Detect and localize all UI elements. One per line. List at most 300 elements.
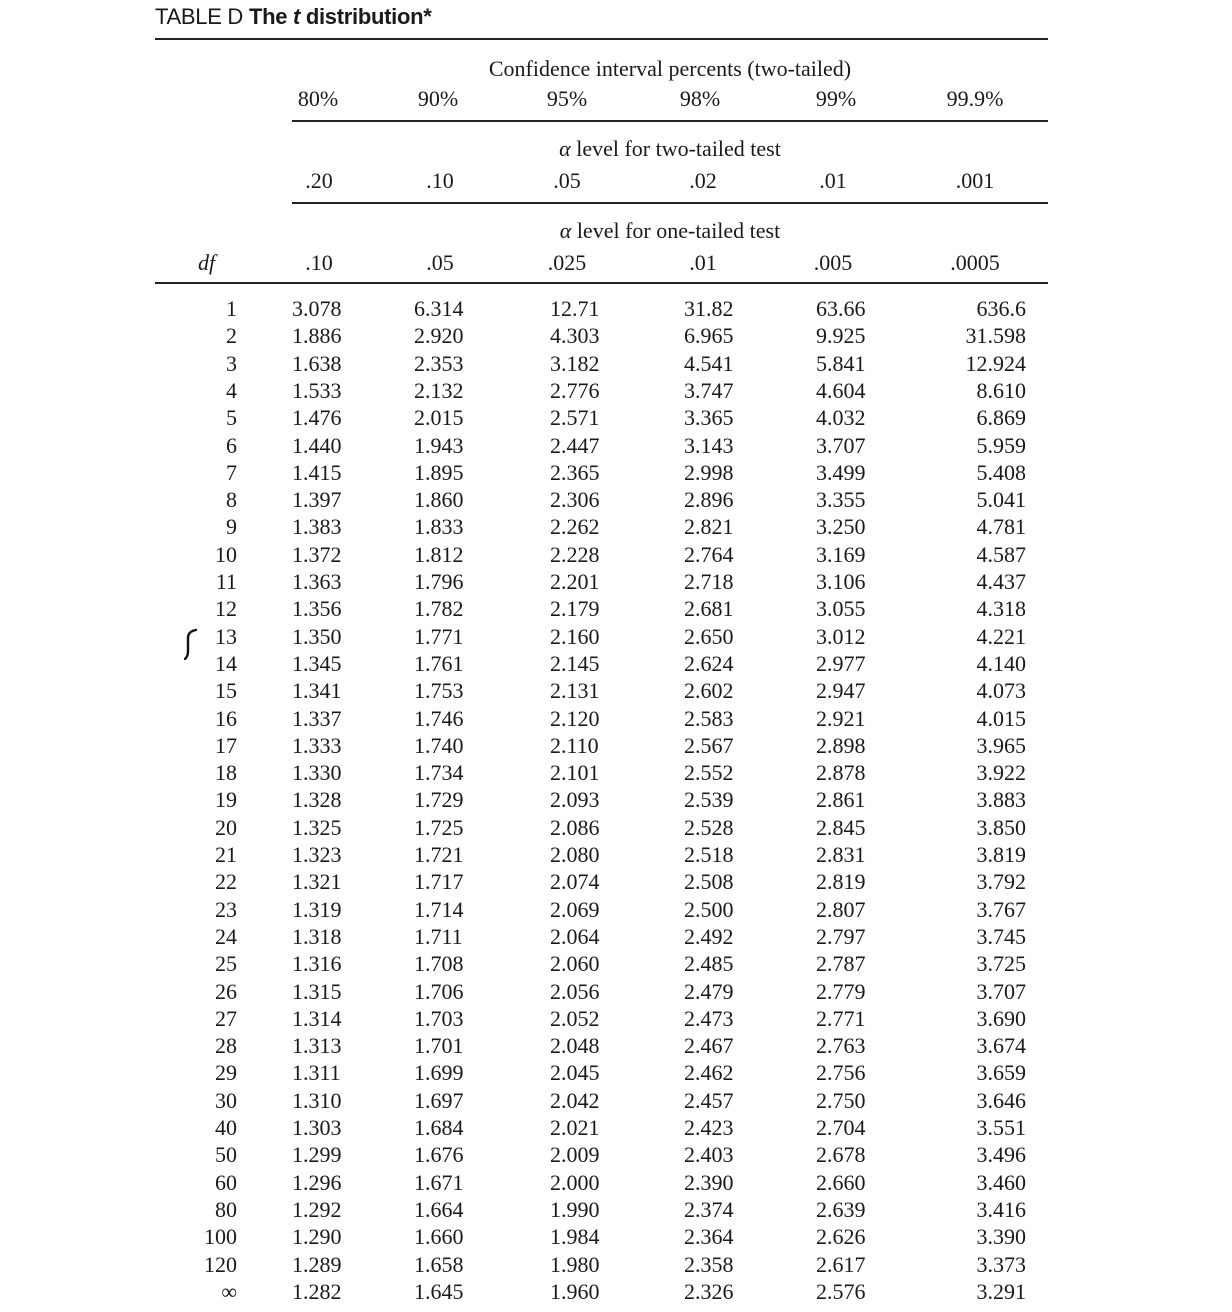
value-cell: 2.861	[816, 787, 866, 813]
value-cell: 2.473	[684, 1005, 734, 1031]
value-cell: 2.365	[550, 459, 600, 485]
value-cell: 3.747	[684, 377, 734, 403]
value-cell: 2.201	[550, 569, 600, 594]
value-cell: 1.316	[292, 951, 342, 977]
confidence-header-4: 99%	[815, 86, 857, 111]
value-cell: 3.012	[816, 623, 866, 649]
value-cell: 3.373	[976, 1251, 1026, 1277]
value-cell: 1.314	[292, 1005, 342, 1031]
value-cell: 2.462	[684, 1060, 734, 1086]
table-row	[0, 378, 1232, 405]
value-cell: 1.714	[414, 896, 464, 922]
value-cell: 2.552	[684, 760, 734, 786]
value-cell: 1.895	[414, 459, 464, 485]
value-cell: 1.296	[292, 1169, 342, 1195]
value-cell: 1.701	[414, 1033, 464, 1059]
value-cell: 1.299	[292, 1142, 342, 1168]
two-tailed-header-0: .20	[305, 168, 333, 193]
value-cell: 2.639	[816, 1196, 866, 1222]
df-cell: 10	[215, 541, 237, 567]
table-row	[0, 514, 1232, 541]
value-cell: 1.658	[414, 1251, 464, 1277]
value-cell: 1.310	[292, 1087, 342, 1113]
value-cell: 3.674	[976, 1033, 1026, 1059]
value-cell: 1.341	[292, 678, 342, 704]
value-cell: 1.333	[292, 732, 342, 758]
value-cell: 4.781	[976, 514, 1026, 540]
df-cell: ∞	[221, 1278, 237, 1304]
value-cell: 1.440	[292, 432, 342, 458]
table-row	[0, 760, 1232, 787]
value-cell: 3.250	[816, 514, 866, 540]
df-cell: 1	[226, 296, 237, 321]
value-cell: 3.922	[976, 760, 1026, 786]
value-cell: 1.311	[292, 1060, 341, 1086]
value-cell: 2.021	[550, 1115, 600, 1140]
value-cell: 2.567	[684, 732, 734, 758]
table-row	[0, 1252, 1232, 1279]
value-cell: 2.009	[550, 1142, 600, 1168]
table-row	[0, 706, 1232, 733]
confidence-rule	[292, 120, 1048, 122]
df-cell: 4	[226, 377, 237, 403]
table-row	[0, 951, 1232, 978]
value-cell: 4.140	[976, 650, 1026, 676]
value-cell: 2.845	[816, 814, 866, 840]
table-row	[0, 1142, 1232, 1169]
value-cell: 1.671	[414, 1169, 464, 1195]
value-cell: 1.638	[292, 350, 342, 376]
df-cell: 28	[215, 1033, 237, 1059]
value-cell: 3.416	[976, 1196, 1026, 1222]
value-cell: 2.821	[684, 514, 734, 540]
value-cell: 3.355	[816, 487, 866, 513]
value-cell: 4.073	[976, 678, 1026, 704]
value-cell: 3.390	[976, 1224, 1026, 1250]
value-cell: 3.792	[976, 869, 1026, 895]
value-cell: 2.528	[684, 814, 734, 840]
value-cell: 3.646	[976, 1087, 1026, 1113]
value-cell: 2.508	[684, 869, 734, 895]
table-row	[0, 1170, 1232, 1197]
table-row	[0, 1060, 1232, 1087]
value-cell: 12.71	[550, 296, 600, 321]
table-row	[0, 1033, 1232, 1060]
value-cell: 2.120	[550, 705, 600, 731]
table-row	[0, 842, 1232, 869]
table-row	[0, 460, 1232, 487]
value-cell: 1.282	[292, 1278, 342, 1304]
value-cell: 2.086	[550, 814, 600, 840]
value-cell: 4.437	[976, 569, 1026, 594]
value-cell: 1.740	[414, 732, 464, 758]
value-cell: 1.289	[292, 1251, 342, 1277]
value-cell: 1.796	[414, 569, 464, 594]
df-cell: 26	[215, 978, 237, 1004]
value-cell: 2.771	[816, 1005, 866, 1031]
table-row	[0, 815, 1232, 842]
value-cell: 2.467	[684, 1033, 734, 1059]
value-cell: 1.697	[414, 1087, 464, 1113]
value-cell: 2.423	[684, 1115, 734, 1140]
value-cell: 2.539	[684, 787, 734, 813]
value-cell: 2.797	[816, 923, 866, 949]
table-row	[0, 351, 1232, 378]
table-row	[0, 1224, 1232, 1251]
df-cell: 15	[215, 678, 237, 704]
two-tailed-header-2: .05	[553, 168, 581, 193]
value-cell: 2.074	[550, 869, 600, 895]
value-cell: 2.052	[550, 1005, 600, 1031]
value-cell: 4.303	[550, 323, 600, 349]
df-cell: 22	[215, 869, 237, 895]
handwritten-bracket-mark	[184, 628, 198, 660]
value-cell: 1.676	[414, 1142, 464, 1168]
value-cell: 3.182	[550, 350, 600, 376]
value-cell: 2.681	[684, 596, 734, 622]
value-cell: 1.345	[292, 650, 342, 676]
two-tailed-header-4: .01	[819, 168, 847, 193]
value-cell: 2.626	[816, 1224, 866, 1250]
value-cell: 1.771	[414, 623, 464, 649]
table-row	[0, 405, 1232, 432]
value-cell: 3.143	[684, 432, 734, 458]
value-cell: 1.717	[414, 869, 464, 895]
value-cell: 2.093	[550, 787, 600, 813]
value-cell: 1.746	[414, 705, 464, 731]
table-row	[0, 1279, 1232, 1306]
value-cell: 1.886	[292, 323, 342, 349]
value-cell: 4.221	[976, 623, 1026, 649]
value-cell: 2.896	[684, 487, 734, 513]
table-row	[0, 787, 1232, 814]
df-cell: 12	[215, 596, 237, 622]
value-cell: 2.045	[550, 1060, 600, 1086]
value-cell: 3.169	[816, 541, 866, 567]
value-cell: 3.707	[816, 432, 866, 458]
df-cell: 5	[226, 405, 237, 431]
value-cell: 4.541	[684, 350, 734, 376]
value-cell: 31.598	[965, 323, 1026, 349]
value-cell: 1.699	[414, 1060, 464, 1086]
table-row	[0, 1006, 1232, 1033]
table-row	[0, 733, 1232, 760]
value-cell: 2.403	[684, 1142, 734, 1168]
value-cell: 2.042	[550, 1087, 600, 1113]
one-tailed-header-3: .01	[689, 250, 717, 275]
df-cell: 20	[215, 814, 237, 840]
df-cell: 60	[215, 1169, 237, 1195]
confidence-header-0: 80%	[297, 86, 339, 111]
one-tailed-header-5: .0005	[950, 250, 1000, 275]
value-cell: 1.319	[292, 896, 342, 922]
value-cell: 1.703	[414, 1005, 464, 1031]
value-cell: 2.069	[550, 896, 600, 922]
df-cell: 25	[215, 951, 237, 977]
value-cell: 3.659	[976, 1060, 1026, 1086]
value-cell: 1.721	[414, 842, 464, 867]
value-cell: 3.690	[976, 1005, 1026, 1031]
value-cell: 2.447	[550, 432, 600, 458]
table-label: TABLE D	[155, 4, 243, 29]
table-row	[0, 569, 1232, 596]
value-cell: 3.725	[976, 951, 1026, 977]
value-cell: 2.650	[684, 623, 734, 649]
value-cell: 2.920	[414, 323, 464, 349]
df-cell: 7	[226, 459, 237, 485]
value-cell: 1.812	[414, 541, 464, 567]
value-cell: 1.725	[414, 814, 464, 840]
value-cell: 2.764	[684, 541, 734, 567]
one-tailed-header-4: .005	[813, 250, 853, 275]
value-cell: 1.729	[414, 787, 464, 813]
table-row	[0, 487, 1232, 514]
value-cell: 3.365	[684, 405, 734, 431]
table-title	[155, 4, 431, 30]
table-row	[0, 869, 1232, 896]
value-cell: 1.860	[414, 487, 464, 513]
df-cell: 14	[215, 650, 237, 676]
table-name: The t distribution*	[248, 4, 432, 29]
value-cell: 2.132	[414, 377, 464, 403]
value-cell: 2.624	[684, 650, 734, 676]
value-cell: 1.476	[292, 405, 342, 431]
table-row	[0, 296, 1232, 323]
value-cell: 6.965	[684, 323, 734, 349]
value-cell: 2.000	[550, 1169, 600, 1195]
value-cell: 2.787	[816, 951, 866, 977]
value-cell: 1.943	[414, 432, 464, 458]
two-tailed-rule	[292, 202, 1048, 204]
value-cell: 1.325	[292, 814, 342, 840]
df-cell: 100	[204, 1224, 237, 1250]
value-cell: 1.363	[292, 569, 342, 594]
df-cell: 9	[226, 514, 237, 540]
value-cell: 2.390	[684, 1169, 734, 1195]
value-cell: 1.356	[292, 596, 342, 622]
value-cell: 2.576	[816, 1278, 866, 1304]
value-cell: 2.763	[816, 1033, 866, 1059]
df-cell: 21	[215, 842, 237, 867]
table-row	[0, 542, 1232, 569]
one-tailed-header-0: .10	[305, 250, 333, 275]
value-cell: 2.179	[550, 596, 600, 622]
df-cell: 120	[204, 1251, 237, 1277]
value-cell: 1.708	[414, 951, 464, 977]
value-cell: 2.977	[816, 650, 866, 676]
df-cell: 11	[215, 569, 237, 594]
value-cell: 2.807	[816, 896, 866, 922]
value-cell: 2.583	[684, 705, 734, 731]
value-cell: 8.610	[976, 377, 1026, 403]
table-row	[0, 924, 1232, 951]
value-cell: 1.323	[292, 842, 342, 867]
df-cell: 18	[215, 760, 237, 786]
value-cell: 1.330	[292, 760, 342, 786]
value-cell: 2.776	[550, 377, 600, 403]
header-bottom-rule	[155, 282, 1048, 284]
table-row	[0, 897, 1232, 924]
value-cell: 3.460	[976, 1169, 1026, 1195]
value-cell: 2.660	[816, 1169, 866, 1195]
value-cell: 9.925	[816, 323, 866, 349]
df-cell: 27	[215, 1005, 237, 1031]
value-cell: 1.303	[292, 1115, 342, 1140]
value-cell: 2.364	[684, 1224, 734, 1250]
value-cell: 3.499	[816, 459, 866, 485]
value-cell: 2.160	[550, 623, 600, 649]
value-cell: 4.587	[976, 541, 1026, 567]
value-cell: 3.819	[976, 842, 1026, 867]
value-cell: 2.262	[550, 514, 600, 540]
value-cell: 4.015	[976, 705, 1026, 731]
value-cell: 3.551	[976, 1115, 1026, 1140]
value-cell: 2.678	[816, 1142, 866, 1168]
value-cell: 1.315	[292, 978, 342, 1004]
value-cell: 1.960	[550, 1278, 600, 1304]
value-cell: 3.883	[976, 787, 1026, 813]
confidence-header-5: 99.9%	[946, 86, 1004, 111]
value-cell: 2.998	[684, 459, 734, 485]
df-cell: 3	[226, 350, 237, 376]
table-row	[0, 979, 1232, 1006]
value-cell: 2.374	[684, 1196, 734, 1222]
value-cell: 2.326	[684, 1278, 734, 1304]
value-cell: 5.841	[816, 350, 866, 376]
value-cell: 1.706	[414, 978, 464, 1004]
value-cell: 2.306	[550, 487, 600, 513]
value-cell: 3.291	[976, 1278, 1026, 1304]
value-cell: 1.984	[550, 1224, 600, 1250]
value-cell: 2.492	[684, 923, 734, 949]
value-cell: 1.328	[292, 787, 342, 813]
value-cell: 2.878	[816, 760, 866, 786]
value-cell: 3.745	[976, 923, 1026, 949]
value-cell: 1.337	[292, 705, 342, 731]
value-cell: 5.408	[976, 459, 1026, 485]
value-cell: 1.990	[550, 1196, 600, 1222]
value-cell: 2.056	[550, 978, 600, 1004]
confidence-header-title: Confidence interval percents (two-tailed)	[488, 56, 852, 81]
top-rule	[155, 38, 1048, 40]
value-cell: 31.82	[684, 296, 734, 321]
value-cell: 6.869	[976, 405, 1026, 431]
value-cell: 3.106	[816, 569, 866, 594]
confidence-header-3: 98%	[679, 86, 721, 111]
table-row	[0, 596, 1232, 623]
value-cell: 1.684	[414, 1115, 464, 1140]
value-cell: 2.602	[684, 678, 734, 704]
table-row	[0, 323, 1232, 350]
value-cell: 1.734	[414, 760, 464, 786]
value-cell: 2.353	[414, 350, 464, 376]
value-cell: 1.761	[414, 650, 464, 676]
value-cell: 2.617	[816, 1251, 866, 1277]
value-cell: 1.980	[550, 1251, 600, 1277]
df-cell: 17	[215, 732, 237, 758]
value-cell: 2.101	[550, 760, 600, 786]
one-tailed-header-title: α level for one-tailed test	[559, 218, 781, 243]
df-cell: 2	[226, 323, 237, 349]
value-cell: 3.767	[976, 896, 1026, 922]
value-cell: 5.041	[976, 487, 1026, 513]
value-cell: 2.500	[684, 896, 734, 922]
df-cell: 23	[215, 896, 237, 922]
value-cell: 2.485	[684, 951, 734, 977]
value-cell: 3.496	[976, 1142, 1026, 1168]
value-cell: 12.924	[965, 350, 1026, 376]
value-cell: 5.959	[976, 432, 1026, 458]
value-cell: 1.383	[292, 514, 342, 540]
table-row	[0, 678, 1232, 705]
value-cell: 1.321	[292, 869, 342, 895]
df-cell: 30	[215, 1087, 237, 1113]
confidence-header-1: 90%	[417, 86, 459, 111]
value-cell: 2.080	[550, 842, 600, 867]
value-cell: 3.055	[816, 596, 866, 622]
value-cell: 4.032	[816, 405, 866, 431]
value-cell: 2.228	[550, 541, 600, 567]
value-cell: 1.372	[292, 541, 342, 567]
two-tailed-header-1: .10	[426, 168, 454, 193]
value-cell: 2.831	[816, 842, 866, 867]
df-cell: 29	[215, 1060, 237, 1086]
value-cell: 2.048	[550, 1033, 600, 1059]
df-cell: 80	[215, 1196, 237, 1222]
value-cell: 3.965	[976, 732, 1026, 758]
value-cell: 3.707	[976, 978, 1026, 1004]
value-cell: 1.415	[292, 459, 342, 485]
value-cell: 1.833	[414, 514, 464, 540]
two-tailed-header-title: α level for two-tailed test	[559, 136, 781, 161]
table-row	[0, 1197, 1232, 1224]
value-cell: 2.779	[816, 978, 866, 1004]
value-cell: 1.782	[414, 596, 464, 622]
value-cell: 636.6	[976, 296, 1026, 321]
df-cell: 40	[215, 1115, 237, 1140]
value-cell: 3.078	[292, 296, 342, 321]
value-cell: 1.290	[292, 1224, 342, 1250]
value-cell: 2.819	[816, 869, 866, 895]
value-cell: 2.015	[414, 405, 464, 431]
two-tailed-header-3: .02	[689, 168, 717, 193]
value-cell: 1.313	[292, 1033, 342, 1059]
value-cell: 2.704	[816, 1115, 866, 1140]
value-cell: 4.318	[976, 596, 1026, 622]
value-cell: 2.060	[550, 951, 600, 977]
value-cell: 1.660	[414, 1224, 464, 1250]
value-cell: 2.064	[550, 923, 600, 949]
df-cell: 19	[215, 787, 237, 813]
df-cell: 8	[226, 487, 237, 513]
value-cell: 1.753	[414, 678, 464, 704]
value-cell: 2.358	[684, 1251, 734, 1277]
value-cell: 1.664	[414, 1196, 464, 1222]
one-tailed-header-1: .05	[426, 250, 454, 275]
value-cell: 2.571	[550, 405, 600, 431]
value-cell: 2.947	[816, 678, 866, 704]
df-cell: 13	[215, 623, 237, 649]
value-cell: 2.756	[816, 1060, 866, 1086]
value-cell: 1.711	[414, 923, 463, 949]
value-cell: 1.292	[292, 1196, 342, 1222]
value-cell: 2.145	[550, 650, 600, 676]
table-row	[0, 433, 1232, 460]
df-cell: 50	[215, 1142, 237, 1168]
value-cell: 1.318	[292, 923, 342, 949]
value-cell: 2.131	[550, 678, 600, 704]
value-cell: 1.533	[292, 377, 342, 403]
